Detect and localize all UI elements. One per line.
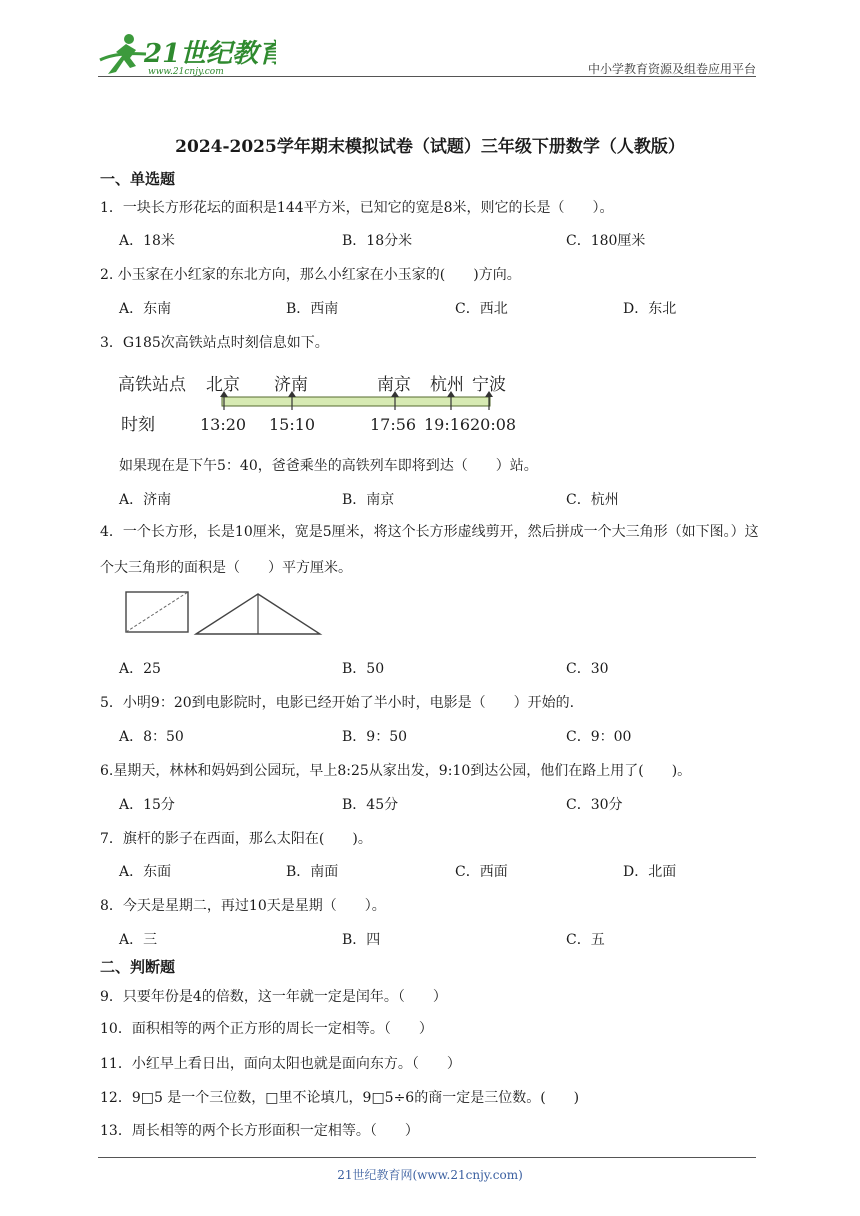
q6-option-a[interactable]: A．15分 xyxy=(119,797,175,813)
q2-option-d[interactable]: D．东北 xyxy=(623,301,677,317)
station-name: 宁波 xyxy=(472,375,506,395)
question-3: 3．G185次高铁站点时刻信息如下。 xyxy=(100,335,329,351)
station-name: 南京 xyxy=(377,375,411,395)
header-divider xyxy=(98,76,756,77)
q3-option-b[interactable]: B．南京 xyxy=(342,492,395,508)
q3-option-a[interactable]: A．济南 xyxy=(119,492,172,508)
route-bar xyxy=(222,397,490,406)
question-5: 5．小明9：20到电影院时，电影已经开始了半小时，电影是（ ）开始的. xyxy=(100,695,575,711)
q4-option-a[interactable]: A．25 xyxy=(119,661,161,677)
q8-option-c[interactable]: C．五 xyxy=(566,932,605,948)
big-triangle-shape xyxy=(196,594,320,634)
station-time: 15:10 xyxy=(269,415,316,434)
station-name: 济南 xyxy=(274,375,308,395)
q5-option-b[interactable]: B．9：50 xyxy=(342,729,408,745)
q4-option-b[interactable]: B．50 xyxy=(342,661,385,677)
question-1: 1．一块长方形花坛的面积是144平方米，已知它的宽是8米，则它的长是（ ）。 xyxy=(100,200,614,216)
q5-option-c[interactable]: C．9：00 xyxy=(566,729,632,745)
question-7: 7．旗杆的影子在西面，那么太阳在( )。 xyxy=(100,831,372,847)
q8-option-b[interactable]: B．四 xyxy=(342,932,381,948)
question-8: 8．今天是星期二，再过10天是星期（ ）。 xyxy=(100,898,386,914)
question-6: 6.星期天，林林和妈妈到公园玩，早上8:25从家出发，9:10到达公园，他们在路上用了( )。 xyxy=(100,763,692,779)
q5-option-a[interactable]: A．8：50 xyxy=(119,729,184,745)
page-title: 2024-2025学年期末模拟试卷（试题）三年级下册数学（人教版） xyxy=(175,137,685,157)
logo-title: 21世纪教育 xyxy=(144,39,276,69)
section-single-choice: 一、单选题 xyxy=(100,170,176,188)
q2-option-c[interactable]: C．西北 xyxy=(455,301,508,317)
rectangle-triangle-figure xyxy=(122,588,326,638)
q7-option-b[interactable]: B．南面 xyxy=(286,864,339,880)
question-3-followup: 如果现在是下午5：40，爸爸乘坐的高铁列车即将到达（ ）站。 xyxy=(119,458,538,474)
train-timetable-figure xyxy=(116,368,526,438)
q6-option-b[interactable]: B．45分 xyxy=(342,797,399,813)
question-10: 10．面积相等的两个正方形的周长一定相等。（ ） xyxy=(100,1021,433,1037)
q8-option-a[interactable]: A．三 xyxy=(119,932,158,948)
q6-option-c[interactable]: C．30分 xyxy=(566,797,623,813)
site-logo xyxy=(96,30,276,78)
question-12: 12．9□5 是一个三位数，□里不论填几，9□5÷6的商一定是三位数。( ) xyxy=(100,1090,580,1106)
q3-option-c[interactable]: C．杭州 xyxy=(566,492,619,508)
station-name: 杭州 xyxy=(430,375,464,395)
q1-option-b[interactable]: B．18分米 xyxy=(342,233,413,249)
question-4: 4．一个长方形，长是10厘米，宽是5厘米，将这个长方形虚线剪开，然后拼成一个大三角形（如下图。）这个大三角形的面积是（ ）平方厘米。 xyxy=(100,524,759,576)
question-2: 2. 小玉家在小红家的东北方向，那么小红家在小玉家的( )方向。 xyxy=(100,267,521,283)
station-time: 17:56 xyxy=(370,415,417,434)
question-9: 9．只要年份是4的倍数，这一年就一定是闰年。（ ） xyxy=(100,989,447,1005)
q4-option-c[interactable]: C．30 xyxy=(566,661,609,677)
q2-option-a[interactable]: A．东南 xyxy=(119,301,172,317)
platform-name: 中小学教育资源及组卷应用平台 xyxy=(587,62,756,76)
station-name: 北京 xyxy=(206,375,240,395)
q1-option-a[interactable]: A．18米 xyxy=(119,233,175,249)
question-13: 13．周长相等的两个长方形面积一定相等。（ ） xyxy=(100,1123,419,1139)
q7-option-d[interactable]: D．北面 xyxy=(623,864,677,880)
station-time: 13:20 xyxy=(200,415,247,434)
q7-option-a[interactable]: A．东面 xyxy=(119,864,172,880)
time-row-label: 时刻 xyxy=(121,415,155,435)
question-11: 11．小红早上看日出，面向太阳也就是面向东方。（ ） xyxy=(100,1056,461,1072)
q1-option-c[interactable]: C．180厘米 xyxy=(566,233,646,249)
footer-divider xyxy=(98,1157,756,1158)
logo-url: www.21cnjy.com xyxy=(148,67,224,77)
station-row-label: 高铁站点 xyxy=(118,375,186,395)
q7-option-c[interactable]: C．西面 xyxy=(455,864,508,880)
runner-logo-icon xyxy=(100,34,146,74)
q2-option-b[interactable]: B．西南 xyxy=(286,301,339,317)
footer-source[interactable]: 21世纪教育网(www.21cnjy.com) xyxy=(337,1168,523,1182)
station-time: 19:16 xyxy=(424,415,471,434)
dashed-rectangle-shape xyxy=(126,592,188,632)
section-true-false: 二、判断题 xyxy=(100,958,176,976)
station-time: 20:08 xyxy=(470,415,517,434)
